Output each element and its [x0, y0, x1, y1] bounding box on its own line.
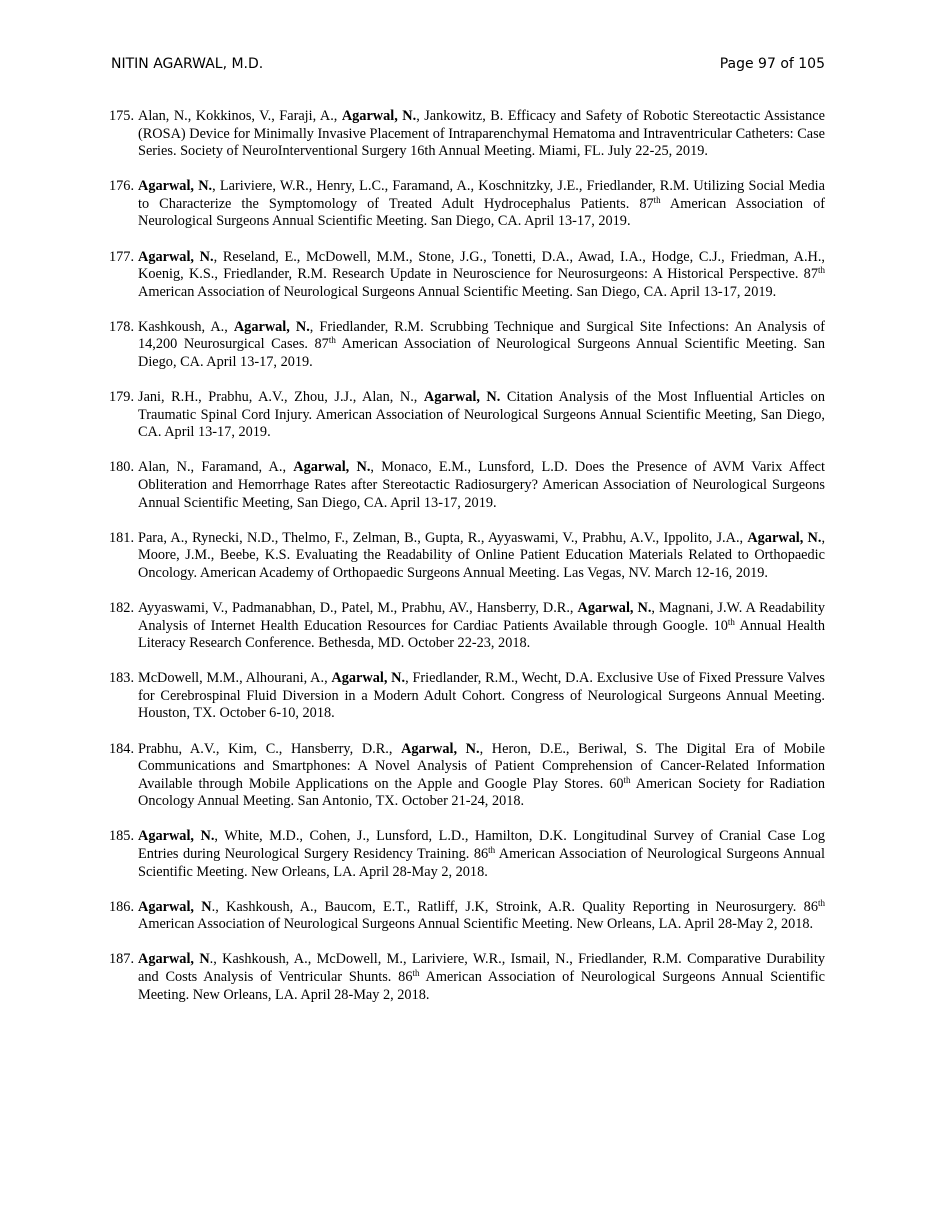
reference-text-segment: , Lariviere, W.R., Henry, L.C., Faramand, A., Koschnitzky, J.E., Friedlander, R.M. Utilizing Social Media to Characterize the Symptomology of Treated Adult Hydrocephalus Patients. 87	[138, 178, 825, 212]
reference-text-segment: , Friedlander, R.M., Wecht, D.A. Exclusive Use of Fixed Pressure Valves for Cerebrospinal Fluid Diversion in a Modern Adult Cohort. Congress of Neurological Surgeons Annual Meeting. Houston, TX. October 6-10, 2018.	[138, 670, 825, 722]
ordinal-suffix: th	[488, 845, 496, 855]
reference-number: 181.	[109, 529, 135, 546]
reference-text	[138, 530, 825, 583]
reference-number: 177.	[109, 248, 135, 265]
reference-text-segment: , Reseland, E., McDowell, M.M., Stone, J.G., Tonetti, D.A., Awad, I.A., Hodge, C.J., Friedman, A.H., Koenig, K.S., Friedlander, R.M. Research Update in Neuroscience for Neurosurgeons: A Historical Perspective. 87	[138, 248, 825, 283]
reference-text	[138, 108, 825, 161]
ordinal-suffix: th	[653, 194, 661, 205]
reference-text	[138, 459, 825, 512]
reference-text-segment: Citation Analysis of the Most Influential Articles on Traumatic Spinal Cord Injury. American Association of Neurological Surgeons Annual Scientific Meeting, San Diego, CA. April 13-17, 2019.	[138, 389, 825, 441]
reference-text-segment: , Friedlander, R.M. Scrubbing Technique and Surgical Site Infections: An Analysis of 14,200 Neurosurgical Cases. 87	[138, 318, 826, 353]
ordinal-suffix: th	[328, 335, 336, 346]
reference-text-segment: Jani, R.H., Prabhu, A.V., Zhou, J.J., Alan, N.,	[138, 389, 424, 406]
reference-text-segment: American Association of Neurological Surgeons Annual Scientific Meeting. New Orleans, LA. April 28-May 2, 2018.	[138, 968, 825, 1003]
reference-item	[109, 108, 825, 161]
reference-text-segment: Kashkoush, A.,	[138, 318, 234, 335]
reference-text-segment: ., Kashkoush, A., McDowell, M., Lariviere, W.R., Ismail, N., Friedlander, R.M. Comparative Durability and Costs Analysis of Ventricular Shunts. 86	[138, 951, 826, 985]
reference-text	[138, 178, 825, 231]
reference-text-segment: American Association of Neurological Surgeons Annual Scientific Meeting. New Orleans, LA. April 28-May 2, 2018.	[138, 846, 825, 880]
reference-text-segment: American Association of Neurological Surgeons Annual Scientific Meeting. New Orleans, LA. April 28-May 2, 2018.	[138, 916, 814, 933]
ordinal-suffix: th	[817, 265, 825, 276]
reference-text	[138, 389, 825, 442]
reference-text-segment: American Association of Neurological Surgeons Annual Scientific Meeting. San Diego, CA. April 13-17, 2019.	[138, 283, 777, 300]
reference-item	[109, 178, 825, 231]
reference-text	[138, 899, 825, 934]
reference-number: 184.	[109, 740, 135, 757]
reference-text-segment: American Society for Radiation Oncology Annual Meeting. San Antonio, TX. October 21-24, 2018.	[138, 775, 826, 810]
reference-text-segment: Para, A., Rynecki, N.D., Thelmo, F., Zelman, B., Gupta, R., Ayyaswami, V., Prabhu, A.V., Ippolito, J.A.,	[138, 529, 748, 546]
author-highlight: Agarwal, N	[138, 951, 210, 968]
reference-list	[109, 108, 825, 1022]
reference-text-segment: , Magnani, J.W. A Readability Analysis of Internet Health Education Resources for Cardiac Patients Available through Google. 10	[138, 599, 825, 634]
author-highlight: Agarwal, N.	[577, 599, 652, 616]
reference-number: 182.	[109, 599, 135, 616]
reference-text-segment: , Heron, D.E., Beriwal, S. The Digital Era of Mobile Communications and Smartphones: A Novel Analysis of Patient Comprehension of Cancer-Related Information Available through Mobile Applications on the Apple and Google Play Stores. 60	[138, 740, 826, 792]
reference-text-segment: ., Kashkoush, A., Baucom, E.T., Ratliff, J.K, Stroink, A.R. Quality Reporting in Neurosurgery. 86	[211, 898, 818, 915]
reference-number: 175.	[109, 108, 135, 124]
reference-item	[109, 670, 825, 723]
reference-item	[109, 741, 825, 811]
ordinal-suffix: th	[623, 774, 631, 785]
reference-text-segment: Prabhu, A.V., Kim, C., Hansberry, D.R.,	[138, 740, 402, 757]
reference-text-segment: McDowell, M.M., Alhourani, A.,	[138, 670, 332, 687]
reference-item	[109, 319, 825, 372]
reference-item	[109, 389, 825, 442]
reference-number: 187.	[109, 951, 135, 968]
reference-number: 178.	[109, 318, 135, 335]
reference-number: 179.	[109, 389, 135, 406]
reference-number: 185.	[109, 828, 135, 845]
reference-text	[138, 319, 825, 372]
author-highlight: Agarwal, N	[138, 898, 212, 915]
author-highlight: Agarwal, N.	[138, 248, 214, 265]
reference-text-segment: Alan, N., Faramand, A.,	[138, 459, 294, 476]
author-highlight: Agarwal, N.	[293, 459, 371, 476]
reference-number: 176.	[109, 178, 135, 195]
author-highlight: Agarwal, N.	[138, 178, 213, 195]
reference-text-segment: Ayyaswami, V., Padmanabhan, D., Patel, M., Prabhu, AV., Hansberry, D.R.,	[138, 599, 578, 616]
reference-number: 180.	[109, 459, 135, 476]
reference-number: 183.	[109, 670, 135, 687]
reference-text	[138, 741, 825, 811]
reference-item	[109, 530, 825, 583]
reference-number: 186.	[109, 898, 135, 915]
reference-text-segment: American Association of Neurological Surgeons Annual Scientific Meeting. San Diego, CA. April 13-17, 2019.	[138, 195, 825, 230]
reference-text	[138, 249, 825, 302]
reference-item	[109, 459, 825, 512]
author-highlight: Agarwal, N.	[401, 740, 480, 757]
reference-item	[109, 828, 825, 881]
reference-item	[109, 951, 825, 1004]
author-highlight: Agarwal, N.	[341, 108, 417, 124]
author-highlight: Agarwal, N.	[747, 529, 822, 546]
author-highlight: Agarwal, N.	[138, 828, 215, 845]
reference-text-segment: Annual Health Literacy Research Conference. Bethesda, MD. October 22-23, 2018.	[138, 617, 825, 652]
reference-item	[109, 899, 825, 934]
reference-item	[109, 249, 825, 302]
reference-text-segment: Alan, N., Kokkinos, V., Faraji, A.,	[138, 108, 342, 124]
author-name: NITIN AGARWAL, M.D.	[111, 56, 264, 72]
reference-text	[138, 600, 825, 653]
reference-text	[138, 828, 825, 881]
page-number: Page 97 of 105	[719, 56, 825, 72]
reference-text-segment: , Moore, J.M., Beebe, K.S. Evaluating the Readability of Online Patient Education Materials Related to Orthopaedic Oncology. American Academy of Orthopaedic Surgeons Annual Meeting. Las Vegas, NV. March 12-16, 2019.	[138, 529, 826, 581]
reference-item	[109, 600, 825, 653]
author-highlight: Agarwal, N.	[233, 318, 310, 335]
author-highlight: Agarwal, N.	[423, 389, 501, 406]
ordinal-suffix: th	[412, 967, 420, 978]
reference-text-segment: American Association of Neurological Surgeons Annual Scientific Meeting. San Diego, CA. April 13-17, 2019.	[138, 336, 825, 371]
ordinal-suffix: th	[817, 897, 825, 908]
reference-text-segment: , White, M.D., Cohen, J., Lunsford, L.D., Hamilton, D.K. Longitudinal Survey of Cranial Case Log Entries during Neurological Surgery Residency Training. 86	[138, 828, 825, 862]
reference-text-segment: , Jankowitz, B. Efficacy and Safety of Robotic Stereotactic Assistance (ROSA) Device for Minimally Invasive Placement of Intraparenchymal Hematoma and Intraventricular Catheters: Case Series. Society of NeuroInterventional Surgery 16th Annual Meeting. Miami, FL. July 22-25, 2019.	[138, 108, 825, 160]
reference-text	[138, 670, 825, 723]
ordinal-suffix: th	[727, 616, 735, 627]
author-highlight: Agarwal, N.	[331, 670, 406, 687]
reference-text-segment: , Monaco, E.M., Lunsford, L.D. Does the Presence of AVM Varix Affect Obliteration and Hemorrhage Rates after Stereotactic Radiosurgery? American Association of Neurological Surgeons Annual Scientific Meeting, San Diego, CA. April 13-17, 2019.	[138, 459, 825, 511]
reference-text	[138, 951, 825, 1004]
page-header	[111, 56, 825, 72]
